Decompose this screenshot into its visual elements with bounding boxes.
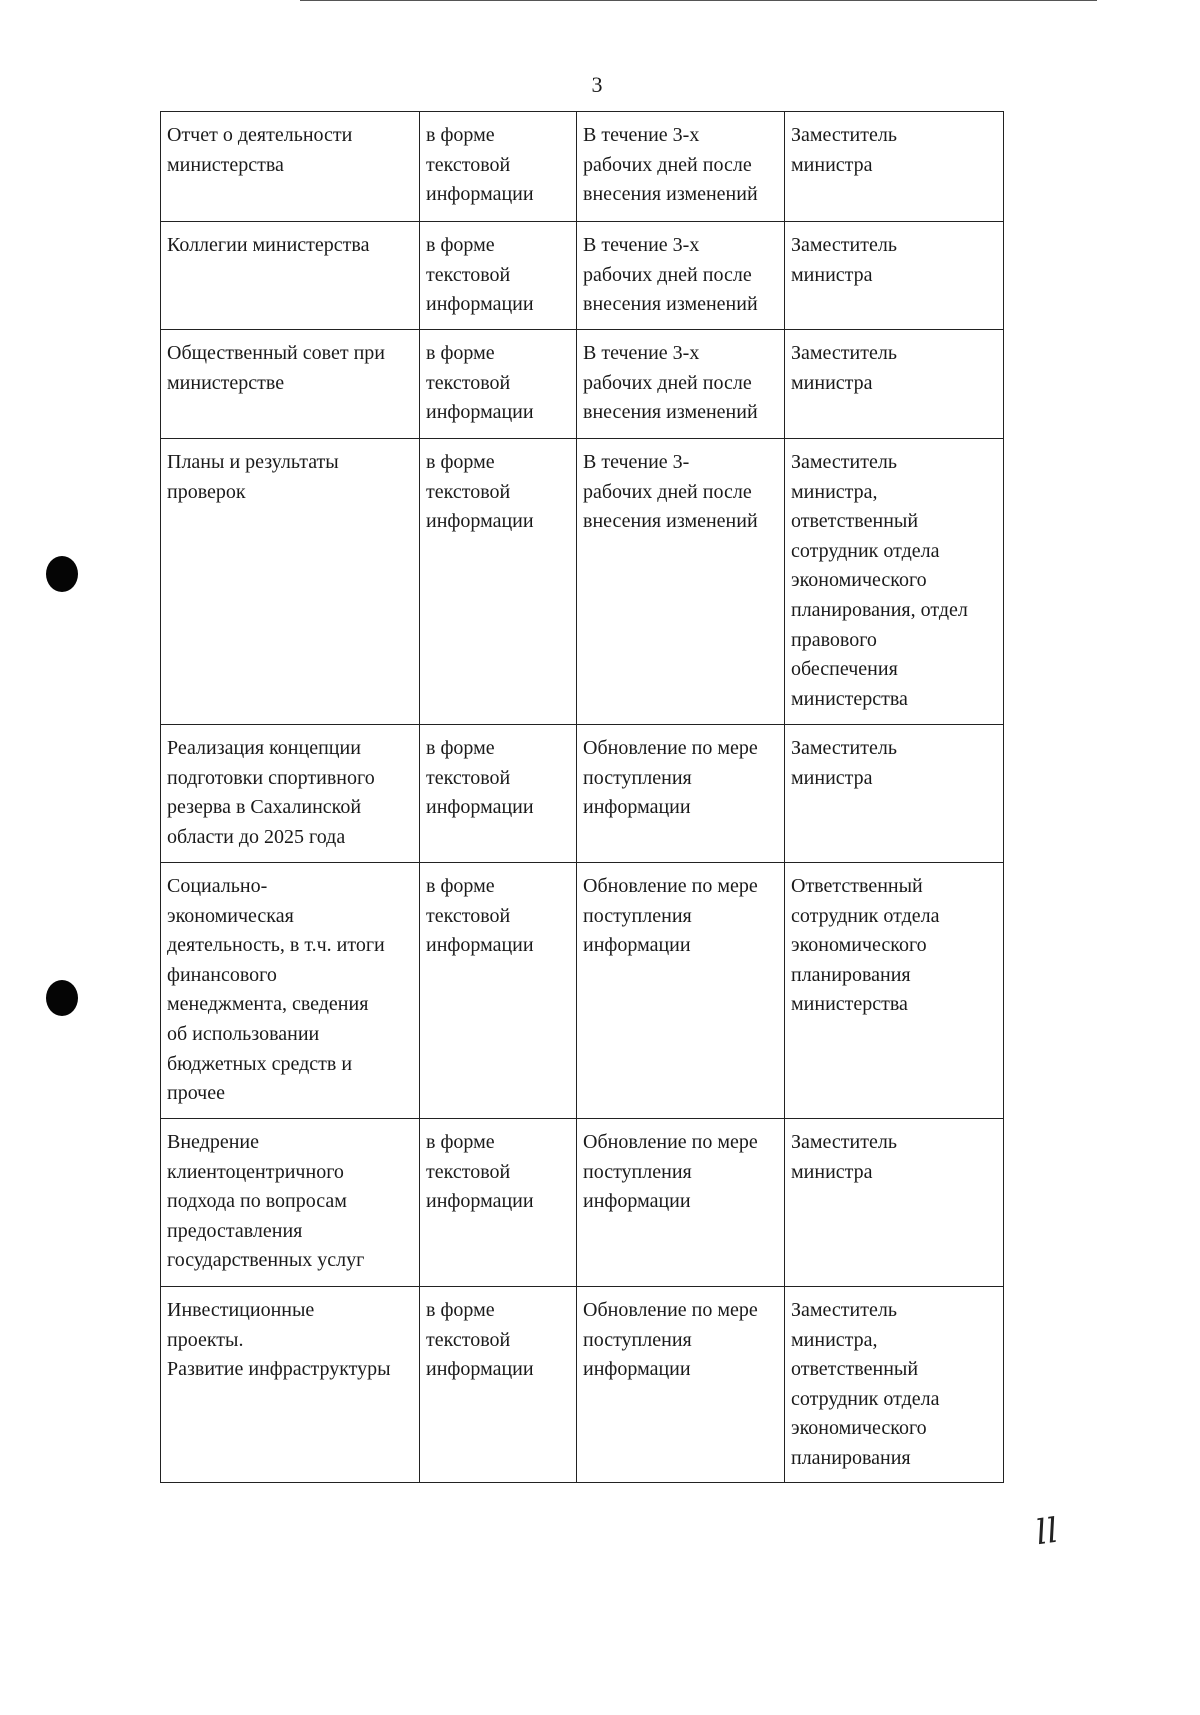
section-cell: Инвестиционные проекты. Развитие инфраструктуры [161, 1287, 420, 1483]
form-cell: в форме текстовой информации [420, 112, 577, 222]
deadline-cell: В течение 3-х рабочих дней после внесения изменений [577, 330, 785, 439]
punch-hole-mark [46, 556, 78, 592]
form-cell: в форме текстовой информации [420, 222, 577, 330]
deadline-cell: Обновление по мере поступления информации [577, 1287, 785, 1483]
responsible-cell: Заместитель министра [785, 112, 1004, 222]
table-row [161, 863, 1004, 1119]
form-cell: в форме текстовой информации [420, 439, 577, 725]
deadline-cell: В течение 3-х рабочих дней после внесения изменений [577, 222, 785, 330]
responsible-cell: Заместитель министра, ответственный сотрудник отдела экономического планирования, отдел правового обеспечения министерства [785, 439, 1004, 725]
form-cell: в форме текстовой информации [420, 863, 577, 1119]
responsible-cell: Заместитель министра [785, 330, 1004, 439]
form-cell: в форме текстовой информации [420, 1287, 577, 1483]
responsible-cell: Заместитель министра [785, 725, 1004, 863]
form-cell: в форме текстовой информации [420, 1119, 577, 1287]
information-table [160, 111, 1004, 1483]
form-cell: в форме текстовой информации [420, 725, 577, 863]
deadline-cell: В течение 3- рабочих дней после внесения изменений [577, 439, 785, 725]
punch-hole-mark [46, 980, 78, 1016]
section-cell: Внедрение клиентоцентричного подхода по вопросам предоставления государственных услуг [161, 1119, 420, 1287]
table-row [161, 1119, 1004, 1287]
table-row [161, 439, 1004, 725]
form-cell: в форме текстовой информации [420, 330, 577, 439]
handwritten-initials-signature: ll [1033, 1510, 1061, 1554]
table-row [161, 330, 1004, 439]
responsible-cell: Заместитель министра [785, 222, 1004, 330]
deadline-cell: Обновление по мере поступления информации [577, 725, 785, 863]
section-cell: Планы и результаты проверок [161, 439, 420, 725]
section-cell: Отчет о деятельности министерства [161, 112, 420, 222]
section-cell: Реализация концепции подготовки спортивного резерва в Сахалинской области до 2025 года [161, 725, 420, 863]
table-row [161, 112, 1004, 222]
scan-top-edge-line [300, 0, 1097, 1]
page-number: 3 [591, 72, 603, 97]
section-cell: Коллегии министерства [161, 222, 420, 330]
responsible-cell: Заместитель министра [785, 1119, 1004, 1287]
table-row [161, 1287, 1004, 1483]
section-cell: Социально- экономическая деятельность, в т.ч. итоги финансового менеджмента, сведения об использовании бюджетных средств и прочее [161, 863, 420, 1119]
table-row [161, 222, 1004, 330]
responsible-cell: Ответственный сотрудник отдела экономического планирования министерства [785, 863, 1004, 1119]
responsible-cell: Заместитель министра, ответственный сотрудник отдела экономического планирования [785, 1287, 1004, 1483]
deadline-cell: Обновление по мере поступления информации [577, 863, 785, 1119]
section-cell: Общественный совет при министерстве [161, 330, 420, 439]
deadline-cell: Обновление по мере поступления информации [577, 1119, 785, 1287]
table-row [161, 725, 1004, 863]
deadline-cell: В течение 3-х рабочих дней после внесения изменений [577, 112, 785, 222]
